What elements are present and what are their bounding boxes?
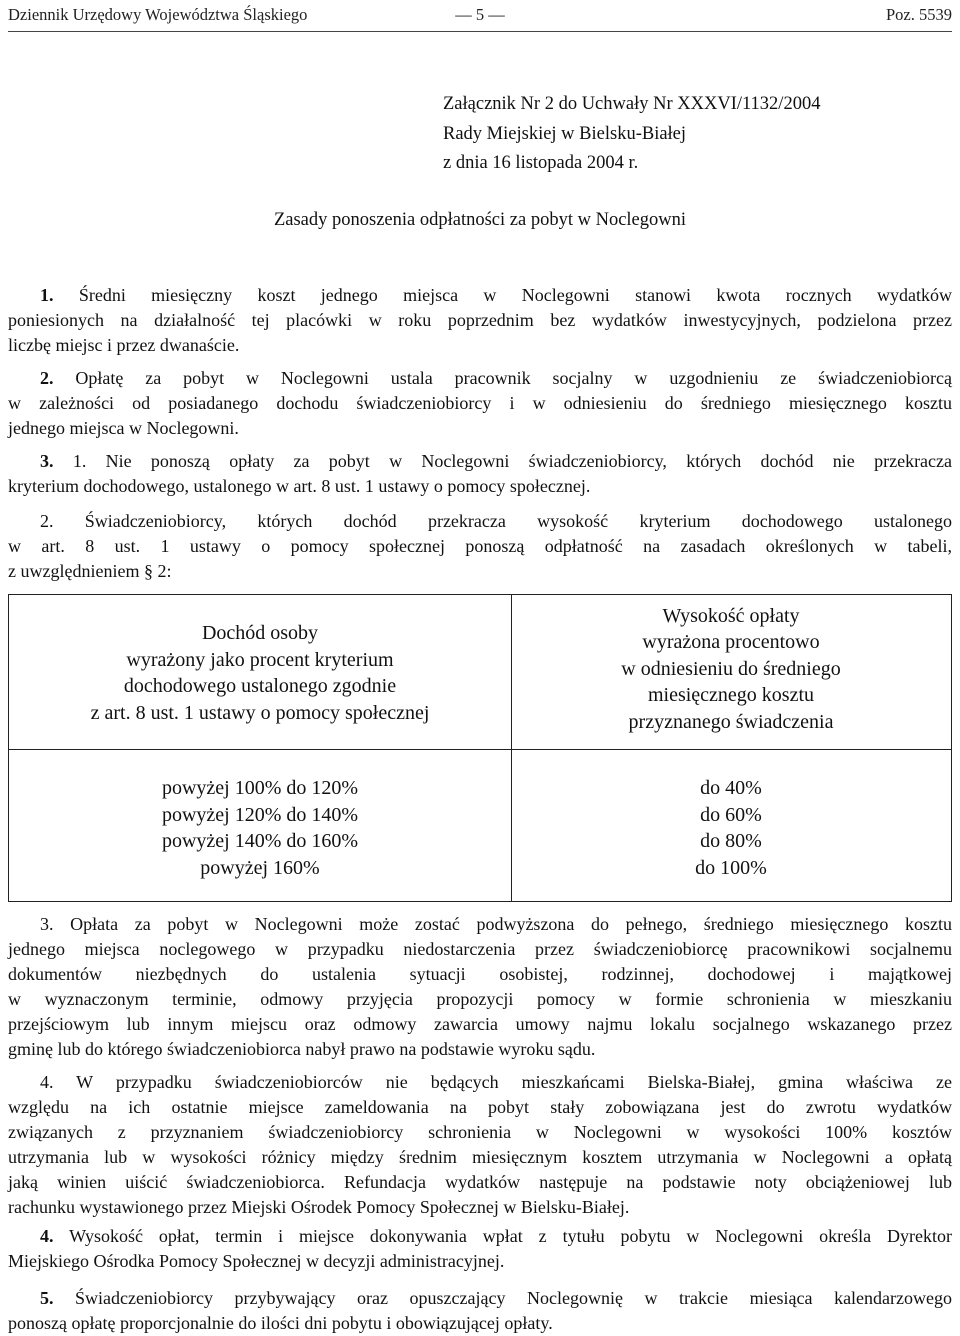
table-cell: powyżej 100% do 120% [161, 777, 359, 799]
fee-percentages [511, 775, 951, 881]
column-header-income [9, 607, 511, 739]
paragraph-text: 4. W przypadku świadczeniobiorców nie będących mieszkańcami Bielska-Białej, gmina właściwa ze [40, 1072, 952, 1092]
header-row-divider [9, 749, 951, 750]
paragraph-number: 1. [40, 285, 54, 305]
paragraph-text: liczbę miejsc i przez dwanaście. [8, 335, 240, 355]
paragraph-2 [8, 366, 952, 441]
table-cell: do 40% [700, 777, 762, 799]
table-cell: powyżej 120% do 140% [161, 803, 359, 826]
attachment-line: z dnia 16 listopada 2004 r. [443, 153, 639, 173]
header-line: Dochód osoby [201, 622, 319, 644]
column-header-fee [511, 599, 951, 739]
table-cell: do 100% [695, 856, 767, 879]
document-title: Zasady ponoszenia odpłatności za pobyt w Noclegowni [273, 210, 687, 230]
paragraph-text: w zależności od posiadanego dochodu świadczeniobiorcy i w odniesieniu do średniego miesięcznego kosztu [8, 393, 952, 413]
header-line: dochodowego ustalonego zgodnie [123, 675, 397, 697]
paragraph-3-section-4 [8, 1070, 952, 1220]
paragraph-text: gminę lub do którego świadczeniobiorca nabył prawo na podstawie wyroku sądu. [8, 1039, 596, 1059]
paragraph-text: związanych z przyznaniem świadczeniobiorcy schronienia w Noclegowni w wysokości 100% kosztów [8, 1122, 952, 1142]
header-line: miesięcznego kosztu [647, 684, 815, 707]
fee-table [8, 594, 952, 902]
paragraph-3-section-2 [8, 509, 952, 584]
paragraph-4 [8, 1224, 952, 1274]
paragraph-text: jednego miejsca noclegowego w przypadku niedostarczenia przez świadczeniobiorcę pracownikowi socjalnemu [8, 939, 952, 959]
header-divider [8, 31, 952, 32]
table-cell: do 80% [700, 830, 762, 852]
paragraph-text: kryterium dochodowego, ustalonego w art. 8 ust. 1 ustawy o pomocy społecznej. [8, 476, 591, 496]
paragraph-text: jaką winien uiścić świadczeniobiorca. Refundacja wydatków następuje na podstawie noty obciążeniowej lub [8, 1172, 952, 1192]
attachment-line: Załącznik Nr 2 do Uchwały Nr XXXVI/1132/2004 [443, 94, 821, 114]
paragraph-text: z uwzględnieniem § 2: [8, 561, 172, 581]
paragraph-number: 5. [40, 1288, 54, 1308]
paragraph-3 [8, 449, 952, 499]
paragraph-text: Świadczeniobiorcy przybywający oraz opuszczający Noclegownię w trakcie miesiąca kalendarzowego [75, 1288, 953, 1308]
paragraph-text: przejściowym lub innym miejscu oraz odmowy zawarcia umowy najmu lokalu socjalnego wskazanego przez [8, 1014, 952, 1034]
paragraph-1 [8, 283, 952, 358]
position-number: Poz. 5539 [886, 5, 952, 24]
paragraph-text: dokumentów niezbędnych do ustalenia sytuacji osobistej, rodzinnej, dochodowej i majątkowej [8, 964, 952, 984]
table-cell: powyżej 140% do 160% [161, 830, 359, 852]
paragraph-text: Średni miesięczny koszt jednego miejsca w Noclegowni stanowi kwota rocznych wydatków [78, 285, 953, 305]
section-number: 1. [72, 451, 87, 471]
page-header [8, 0, 952, 30]
paragraph-text: względu na ich ostatnie miejsce zameldowania na pobyt stały zobowiązana jest do zwrotu wydatków [8, 1097, 952, 1117]
paragraph-3-section-3 [8, 912, 952, 1062]
paragraph-text: Nie ponoszą opłaty za pobyt w Noclegowni świadczeniobiorcy, których dochód nie przekracza [105, 451, 953, 471]
journal-name: Dziennik Urzędowy Województwa Śląskiego [8, 5, 308, 24]
paragraph-text: Miejskiego Ośrodka Pomocy Społecznej w decyzji administracyjnej. [8, 1251, 505, 1271]
paragraph-text: 3. Opłata za pobyt w Noclegowni może zostać podwyższona do pełnego, średniego miesięcznego kosztu [40, 914, 952, 934]
attachment-line: Rady Miejskiej w Bielsku-Białej [443, 123, 687, 144]
paragraph-5 [8, 1286, 952, 1336]
paragraph-number: 2. [40, 368, 54, 388]
paragraph-number: 3. [40, 451, 54, 471]
header-line: wyrażona procentowo [642, 631, 820, 654]
header-line: przyznanego świadczenia [628, 710, 834, 733]
header-line: z art. 8 ust. 1 ustawy o pomocy społecznej [90, 701, 430, 724]
paragraph-text: w wyznaczonym terminie, odmowy przyjęcia propozycji pomocy w formie schronienia w mieszkaniu [8, 989, 952, 1009]
paragraph-text: Wysokość opłat, termin i miejsce dokonywania wpłat z tytułu pobytu w Noclegowni określa Dyrektor [69, 1226, 952, 1246]
header-line: wyrażony jako procent kryterium [126, 648, 394, 671]
paragraph-text: jednego miejsca w Noclegowni. [8, 418, 239, 438]
income-ranges [9, 775, 511, 881]
attachment-note [443, 90, 820, 179]
paragraph-text: Opłatę za pobyt w Noclegowni ustala pracownik socjalny w uzgodnieniu ze świadczeniobiorcą [75, 368, 953, 388]
table-cell: do 60% [700, 803, 762, 826]
page-number: — 5 — [455, 5, 505, 24]
paragraph-text: w art. 8 ust. 1 ustawy o pomocy społecznej ponoszą odpłatność na zasadach określonych w tabeli, [8, 536, 952, 556]
paragraph-number: 4. [40, 1226, 54, 1246]
table-cell: powyżej 160% [200, 856, 320, 879]
header-line: Wysokość opłaty [662, 604, 800, 627]
paragraph-text: ponoszą opłatę proporcjonalnie do ilości dni pobytu i obowiązującej opłaty. [8, 1313, 553, 1333]
paragraph-text: utrzymania lub w wysokości różnicy między średnim miesięcznym kosztem utrzymania w Noclegowni a opłatą [8, 1147, 952, 1167]
paragraph-text: poniesionych na działalność tej placówki w roku poprzednim bez wydatków inwestycyjnych, podzielona przez [8, 310, 952, 330]
paragraph-text: 2. Świadczeniobiorcy, których dochód przekracza wysokość kryterium dochodowego ustalonego [40, 511, 952, 531]
header-line: w odniesieniu do średniego [621, 657, 841, 680]
paragraph-text: rachunku wystawionego przez Miejski Ośrodek Pomocy Społecznej w Bielsku-Białej. [8, 1197, 630, 1217]
